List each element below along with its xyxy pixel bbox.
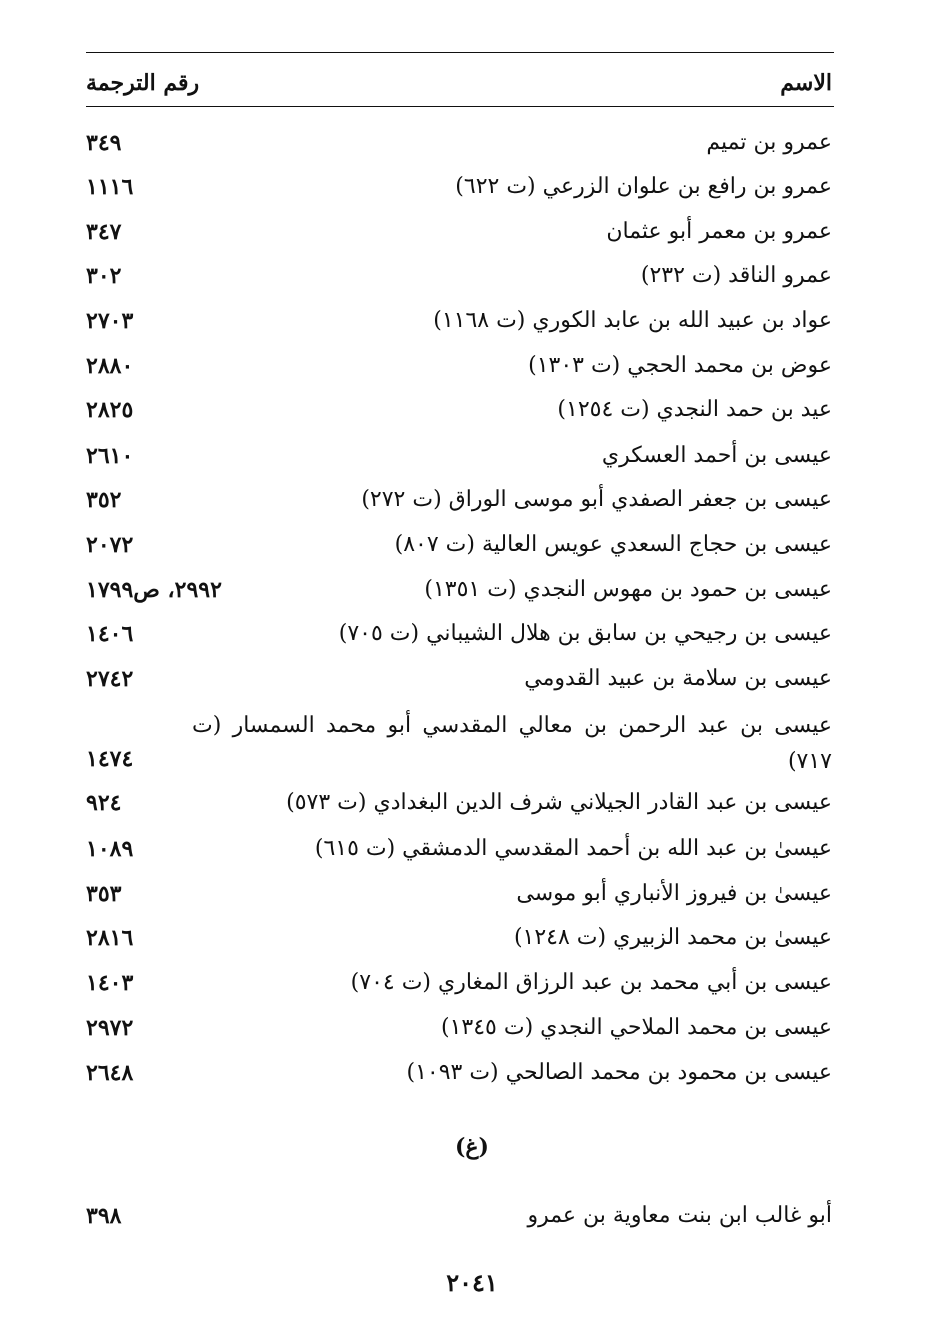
entry-number: ٩٢٤ <box>86 790 122 816</box>
entry-name: عيسى بن أحمد العسكري <box>601 443 832 468</box>
entry-number: ١٤٧٤ <box>86 746 134 772</box>
entry-number: ٣٩٨ <box>86 1203 122 1229</box>
entry-name: عمرو بن معمر أبو عثمان <box>606 219 832 244</box>
entry-number: ٣٠٢ <box>86 263 122 289</box>
column-header-name: الاسم <box>780 70 832 96</box>
entry-name: عيسىٰ بن محمد الزبيري (ت ١٢٤٨) <box>513 925 832 950</box>
entry-name: عوض بن محمد الحجي (ت ١٣٠٣) <box>528 353 832 378</box>
entry-number: ٢٨١٦ <box>86 925 134 951</box>
entry-number: ٢٦٤٨ <box>86 1060 134 1086</box>
entry-name: عمرو بن رافع بن علوان الزرعي (ت ٦٢٢) <box>455 174 832 199</box>
entry-name: عيسى بن حجاج السعدي عويس العالية (ت ٨٠٧) <box>394 532 832 557</box>
entry-number: ٣٥٢ <box>86 487 122 513</box>
entry-number: ٢٨٢٥ <box>86 397 134 423</box>
entry-name-wrapped: عيسى بن عبد الرحمن بن معالي المقدسي أبو محمد السمسار (ت ٧١٧) <box>192 713 832 774</box>
entry-name: عيسى بن محمود بن محمد الصالحي (ت ١٠٩٣) <box>406 1060 832 1085</box>
entry-name: عيد بن حمد النجدي (ت ١٢٥٤) <box>557 397 832 422</box>
top-rule <box>86 52 834 53</box>
entry-number: ٢٨٨٠ <box>86 353 134 379</box>
section-letter-heading: (غ) <box>455 1134 489 1160</box>
entry-number: ٢٠٧٢ <box>86 532 134 558</box>
entry-number: ١١١٦ <box>86 174 134 200</box>
entry-name: عيسى بن جعفر الصفدي أبو موسى الوراق (ت ٢٧٢) <box>361 487 832 512</box>
entry-name: عواد بن عبيد الله بن عابد الكوري (ت ١١٦٨) <box>433 308 832 333</box>
entry-name: عيسىٰ بن فيروز الأنباري أبو موسى <box>516 881 832 906</box>
entry-name: عيسىٰ بن عبد الله بن أحمد المقدسي الدمشقي (ت ٦١٥) <box>314 836 832 861</box>
entry-name: عيسى بن سلامة بن عبيد القدومي <box>524 666 832 691</box>
entry-number: ٣٤٧ <box>86 219 122 245</box>
entry-name: عيسى بن حمود بن مهوس النجدي (ت ١٣٥١) <box>424 577 832 602</box>
entry-number: ٢٧٤٢ <box>86 666 134 692</box>
entry-name: عيسى بن عبد القادر الجيلاني شرف الدين البغدادي (ت ٥٧٣) <box>286 790 832 815</box>
entry-number: ١٤٠٦ <box>86 621 134 647</box>
entry-number: ٢٩٩٢، ص١٧٩٩ <box>86 577 222 603</box>
entry-number: ١٠٨٩ <box>86 836 134 862</box>
column-header-number: رقم الترجمة <box>86 70 200 96</box>
entry-name: عيسى بن أبي محمد بن عبد الرزاق المغاري (ت ٧٠٤) <box>350 970 832 995</box>
entry-number: ٢٧٠٣ <box>86 308 134 334</box>
page-number: ٢٠٤١ <box>446 1268 498 1297</box>
entry-number: ٣٤٩ <box>86 130 122 156</box>
entry-number: ٣٥٣ <box>86 881 122 907</box>
entry-name: عيسى بن محمد الملاحي النجدي (ت ١٣٤٥) <box>441 1015 832 1040</box>
header-rule <box>86 106 834 107</box>
entry-name: أبو غالب ابن بنت معاوية بن عمرو <box>527 1203 832 1228</box>
entry-name: عمرو الناقد (ت ٢٣٢) <box>640 263 832 288</box>
entry-name: عيسى بن رجيحي بن سابق بن هلال الشيباني (ت ٧٠٥) <box>338 621 832 646</box>
entry-name: عمرو بن تميم <box>706 130 832 155</box>
entry-number: ١٤٠٣ <box>86 970 134 996</box>
entry-number: ٢٦١٠ <box>86 443 134 469</box>
entry-number: ٢٩٧٢ <box>86 1015 134 1041</box>
